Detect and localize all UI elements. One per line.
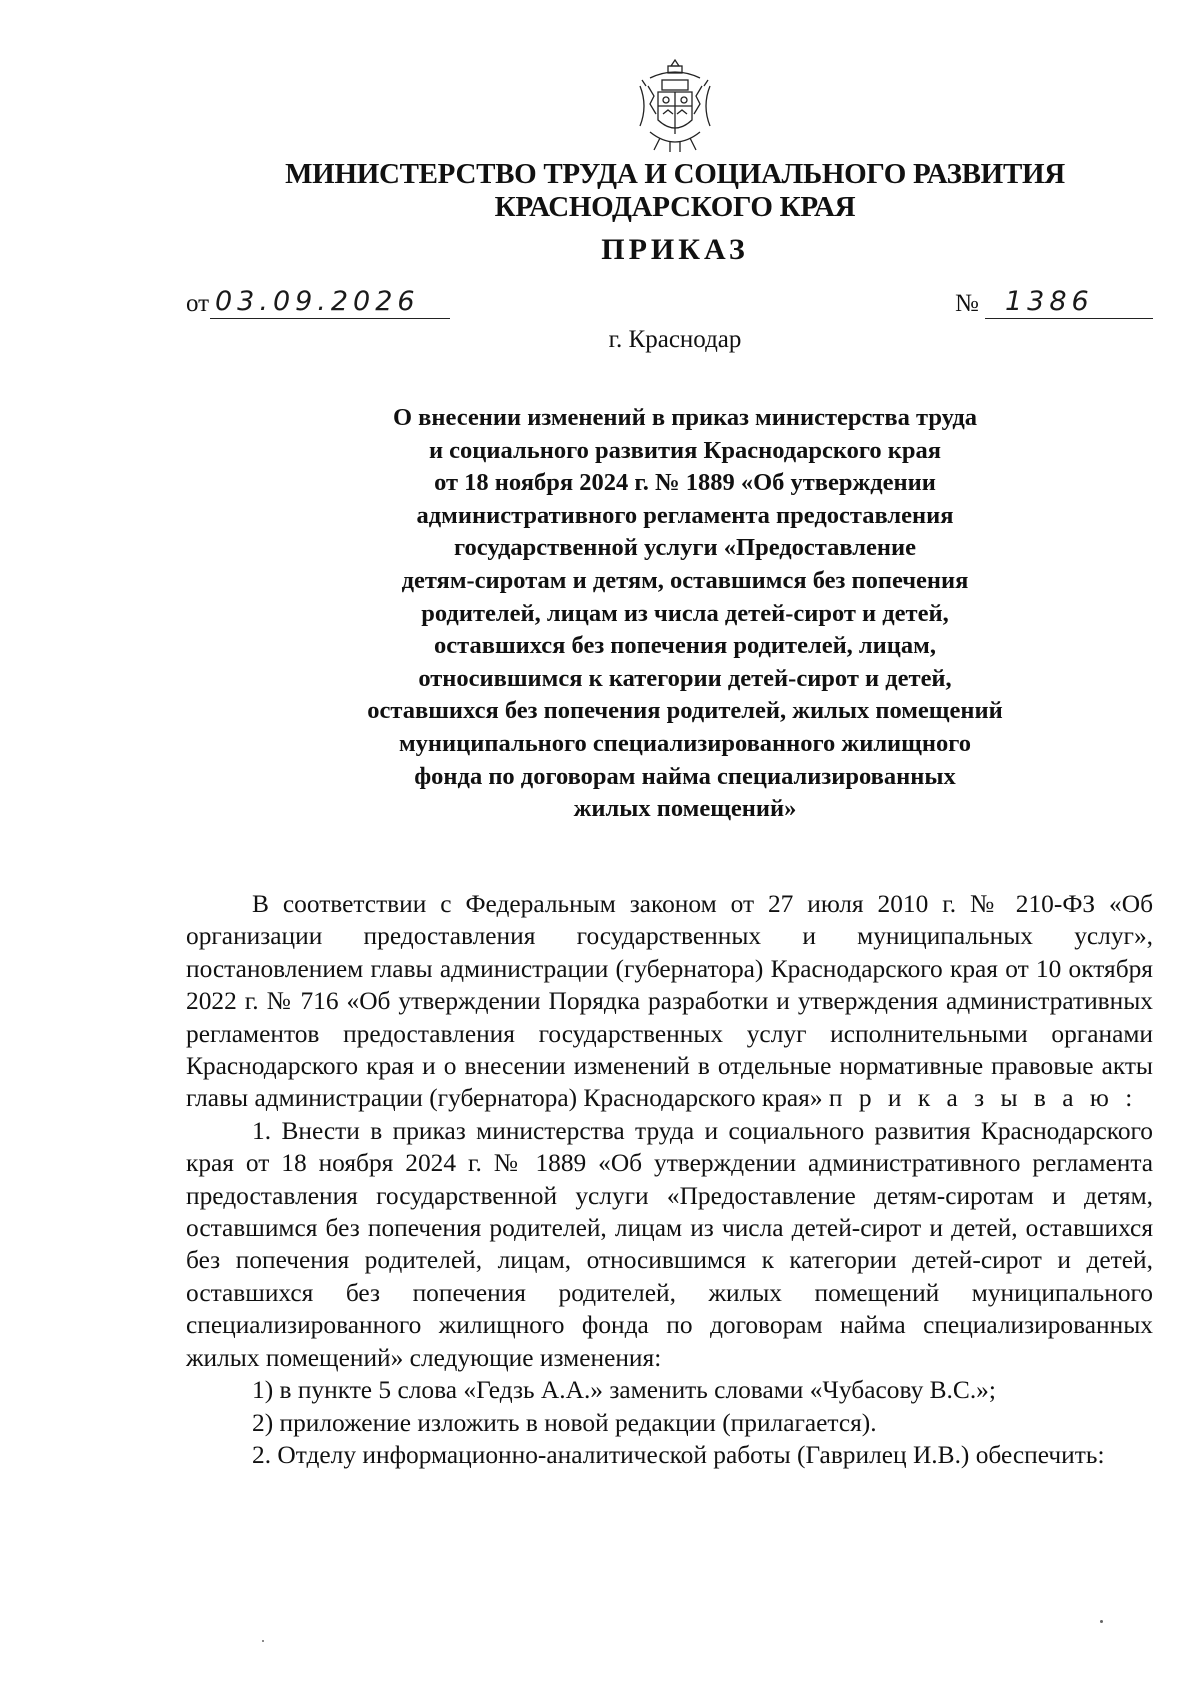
- number-underline: [985, 318, 1153, 319]
- city: г. Краснодар: [608, 326, 742, 353]
- subject-line: родителей, лицам из числа детей-сирот и детей,: [421, 599, 949, 627]
- coat-of-arms-icon: [630, 56, 720, 156]
- order-subject: [280, 402, 1090, 826]
- ministry-heading: [0, 158, 1200, 224]
- item-1-2: 2) приложение изложить в новой редакции (прилагается).: [252, 1408, 877, 1437]
- scan-speck: [262, 1640, 264, 1642]
- subject-line: административного регламента предоставления: [416, 501, 954, 529]
- order-body: [186, 888, 1153, 1471]
- item-2: 2. Отделу информационно-аналитической работы (Гаврилец И.В.) обеспечить:: [252, 1440, 1105, 1469]
- subject-line: оставшихся без попечения родителей, лицам,: [434, 632, 936, 660]
- subject-line: оставшихся без попечения родителей, жилых помещений: [367, 697, 1003, 725]
- date-underline: [210, 318, 450, 319]
- item-1: 1. Внести в приказ министерства труда и социального развития Краснодарского края от 18 ноября 2024 г. № 1889 «Об утверждении административного регламента предоставления государственной услуги «Предоставление детям-сиротам и детям, оставшимся без попечения родителей, лицам из числа детей-сирот и детей, оставшихся без попечения родителей, лицам, относившимся к категории детей-сирот и детей, оставшихся без попечения родителей, жилых помещений муниципального специализированного жилищного фонда по договорам найма специализированных жилых помещений» следующие изменения:: [186, 1116, 1153, 1372]
- subject-line: муниципального специализированного жилищного: [398, 729, 971, 757]
- preamble-command: п р и к а з ы в а ю :: [828, 1084, 1138, 1113]
- subject-line: детям-сиротам и детям, оставшимся без попечения: [401, 566, 969, 594]
- subject-line: и социального развития Краснодарского края: [428, 436, 942, 464]
- number-prefix: №: [955, 290, 979, 317]
- order-title: ПРИКАЗ: [601, 233, 749, 266]
- subject-line: государственной услуги «Предоставление: [454, 534, 916, 562]
- subject-line: относившимся к категории детей-сирот и детей,: [418, 664, 952, 692]
- ministry-heading-line2: КРАСНОДАРСКОГО КРАЯ: [494, 191, 856, 223]
- scan-speck: [1100, 1620, 1103, 1623]
- item-1-1: 1) в пункте 5 слова «Гедзь А.А.» заменить словами «Чубасову В.С.»;: [252, 1376, 996, 1405]
- order-number: 1386: [1005, 286, 1094, 317]
- preamble-paragraph: [186, 888, 1153, 1115]
- order-date: 03.09.2026: [215, 286, 420, 317]
- date-prefix: от: [186, 290, 210, 317]
- preamble-text: В соответствии с Федеральным законом от 27 июля 2010 г. № 210-ФЗ «Об организации предоставления государственных и муниципальных услуг», постановлением главы администрации (губернатора) Краснодарского края от 10 октября 2022 г. № 716 «Об утверждении Порядка разработки и утверждения административных регламентов предоставления государственных услуг исполнительными органами Краснодарского края и о внесении изменений в отдельные нормативные правовые акты главы администрации (губернатора) Краснодарского края»: [186, 890, 1153, 1113]
- subject-line: от 18 ноября 2024 г. № 1889 «Об утверждении: [434, 469, 936, 497]
- subject-line: фонда по договорам найма специализированных: [414, 762, 956, 790]
- ministry-heading-line1: МИНИСТЕРСТВО ТРУДА И СОЦИАЛЬНОГО РАЗВИТИЯ: [285, 158, 1065, 190]
- subject-line: жилых помещений»: [573, 795, 797, 823]
- subject-line: О внесении изменений в приказ министерства труда: [393, 404, 977, 431]
